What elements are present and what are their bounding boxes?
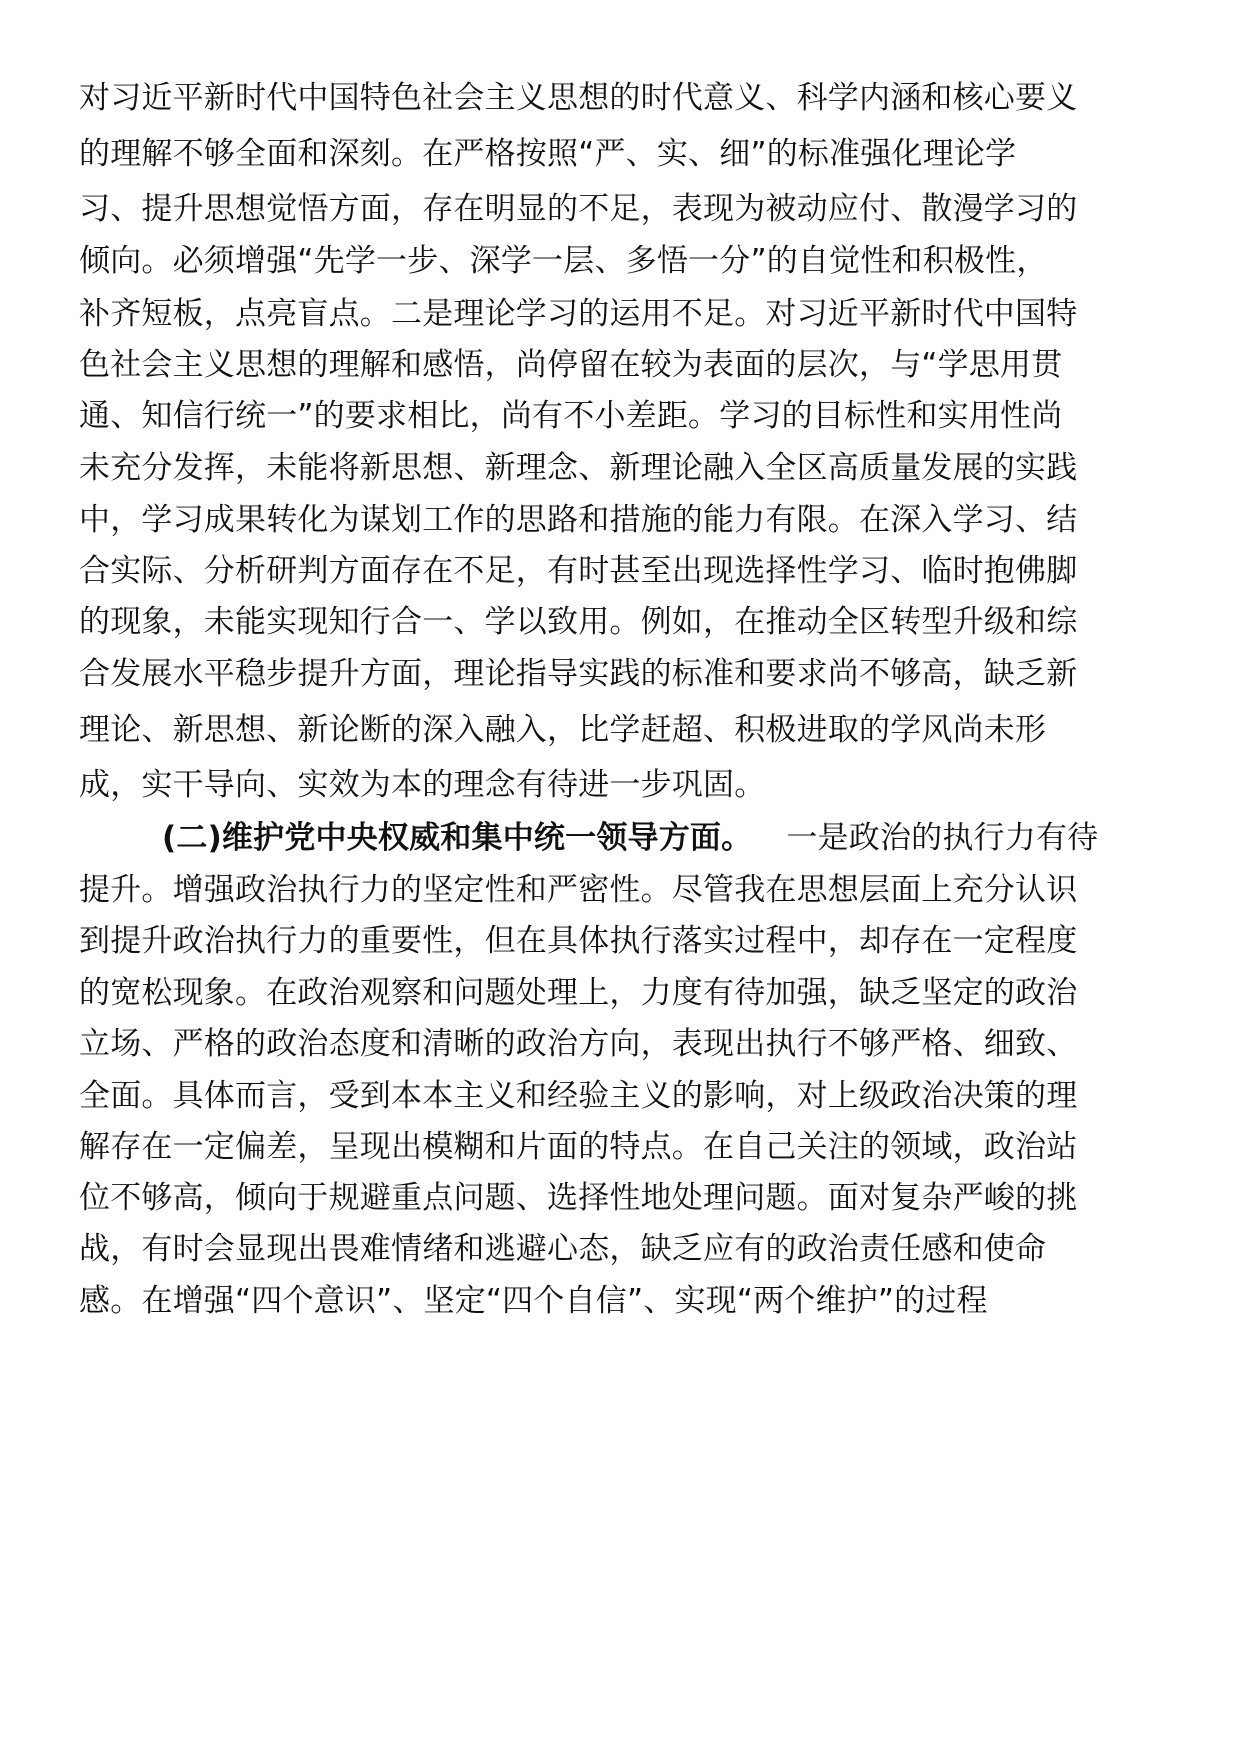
- body-text-line: 合实际、分析研判方面存在不足，有时甚至出现选择性学习、临时抱佛脚: [79, 553, 1078, 589]
- body-text-line: 合发展水平稳步提升方面，理论指导实践的标准和要求尚不够高，缺乏新: [79, 656, 1078, 692]
- section-heading: (二)维护党中央权威和集中统一领导方面。: [162, 820, 753, 856]
- body-text-line: 全面。具体而言，受到本本主义和经验主义的影响，对上级政治决策的理: [79, 1078, 1078, 1114]
- body-text-line: 倾向。必须增强“先学一步、深学一层、多悟一分”的自觉性和积极性，: [79, 243, 1048, 279]
- body-text-line: 色社会主义思想的理解和感悟，尚停留在较为表面的层次，与“学思用贯: [79, 347, 1063, 383]
- body-text-line: 成，实干导向、实效为本的理念有待进一步巩固。: [79, 767, 766, 803]
- body-text-line: 通、知信行统一”的要求相比，尚有不小差距。学习的目标性和实用性尚: [79, 398, 1063, 434]
- body-text-line: 补齐短板，点亮盲点。二是理论学习的运用不足。对习近平新时代中国特: [79, 296, 1078, 332]
- body-text-line: 习、提升思想觉悟方面，存在明显的不足，表现为被动应付、散漫学习的: [79, 191, 1078, 227]
- body-text-line: 战，有时会显现出畏难情绪和逃避心态，缺乏应有的政治责任感和使命: [79, 1231, 1047, 1267]
- body-text-line: 位不够高，倾向于规避重点问题、选择性地处理问题。面对复杂严峻的挑: [79, 1180, 1078, 1216]
- body-text-line: 解存在一定偏差，呈现出模糊和片面的特点。在自己关注的领域，政治站: [79, 1129, 1078, 1165]
- section-intro-text: 一是政治的执行力有待: [786, 820, 1099, 856]
- body-text-line: 的理解不够全面和深刻。在严格按照“严、实、细”的标准强化理论学: [79, 136, 1017, 172]
- body-text-line: 理论、新思想、新论断的深入融入，比学赶超、积极进取的学风尚未形: [79, 712, 1047, 748]
- body-text-line: 到提升政治执行力的重要性，但在具体执行落实过程中，却存在一定程度: [79, 923, 1078, 959]
- body-text-line: 对习近平新时代中国特色社会主义思想的时代意义、科学内涵和核心要义: [79, 80, 1078, 116]
- body-text-line: 感。在增强“四个意识”、坚定“四个自信”、实现“两个维护”的过程: [79, 1283, 988, 1319]
- body-text-line: 中，学习成果转化为谋划工作的思路和措施的能力有限。在深入学习、结: [79, 502, 1078, 538]
- body-text-line: 提升。增强政治执行力的坚定性和严密性。尽管我在思想层面上充分认识: [79, 872, 1078, 908]
- body-text-line: 未充分发挥，未能将新思想、新理念、新理论融入全区高质量发展的实践: [79, 450, 1078, 486]
- body-text-line: 的宽松现象。在政治观察和问题处理上，力度有待加强，缺乏坚定的政治: [79, 975, 1078, 1011]
- body-text-line: 的现象，未能实现知行合一、学以致用。例如，在推动全区转型升级和综: [79, 604, 1078, 640]
- body-text-line: 立场、严格的政治态度和清晰的政治方向，表现出执行不够严格、细致、: [79, 1026, 1078, 1062]
- section-heading-line: [162, 818, 1098, 858]
